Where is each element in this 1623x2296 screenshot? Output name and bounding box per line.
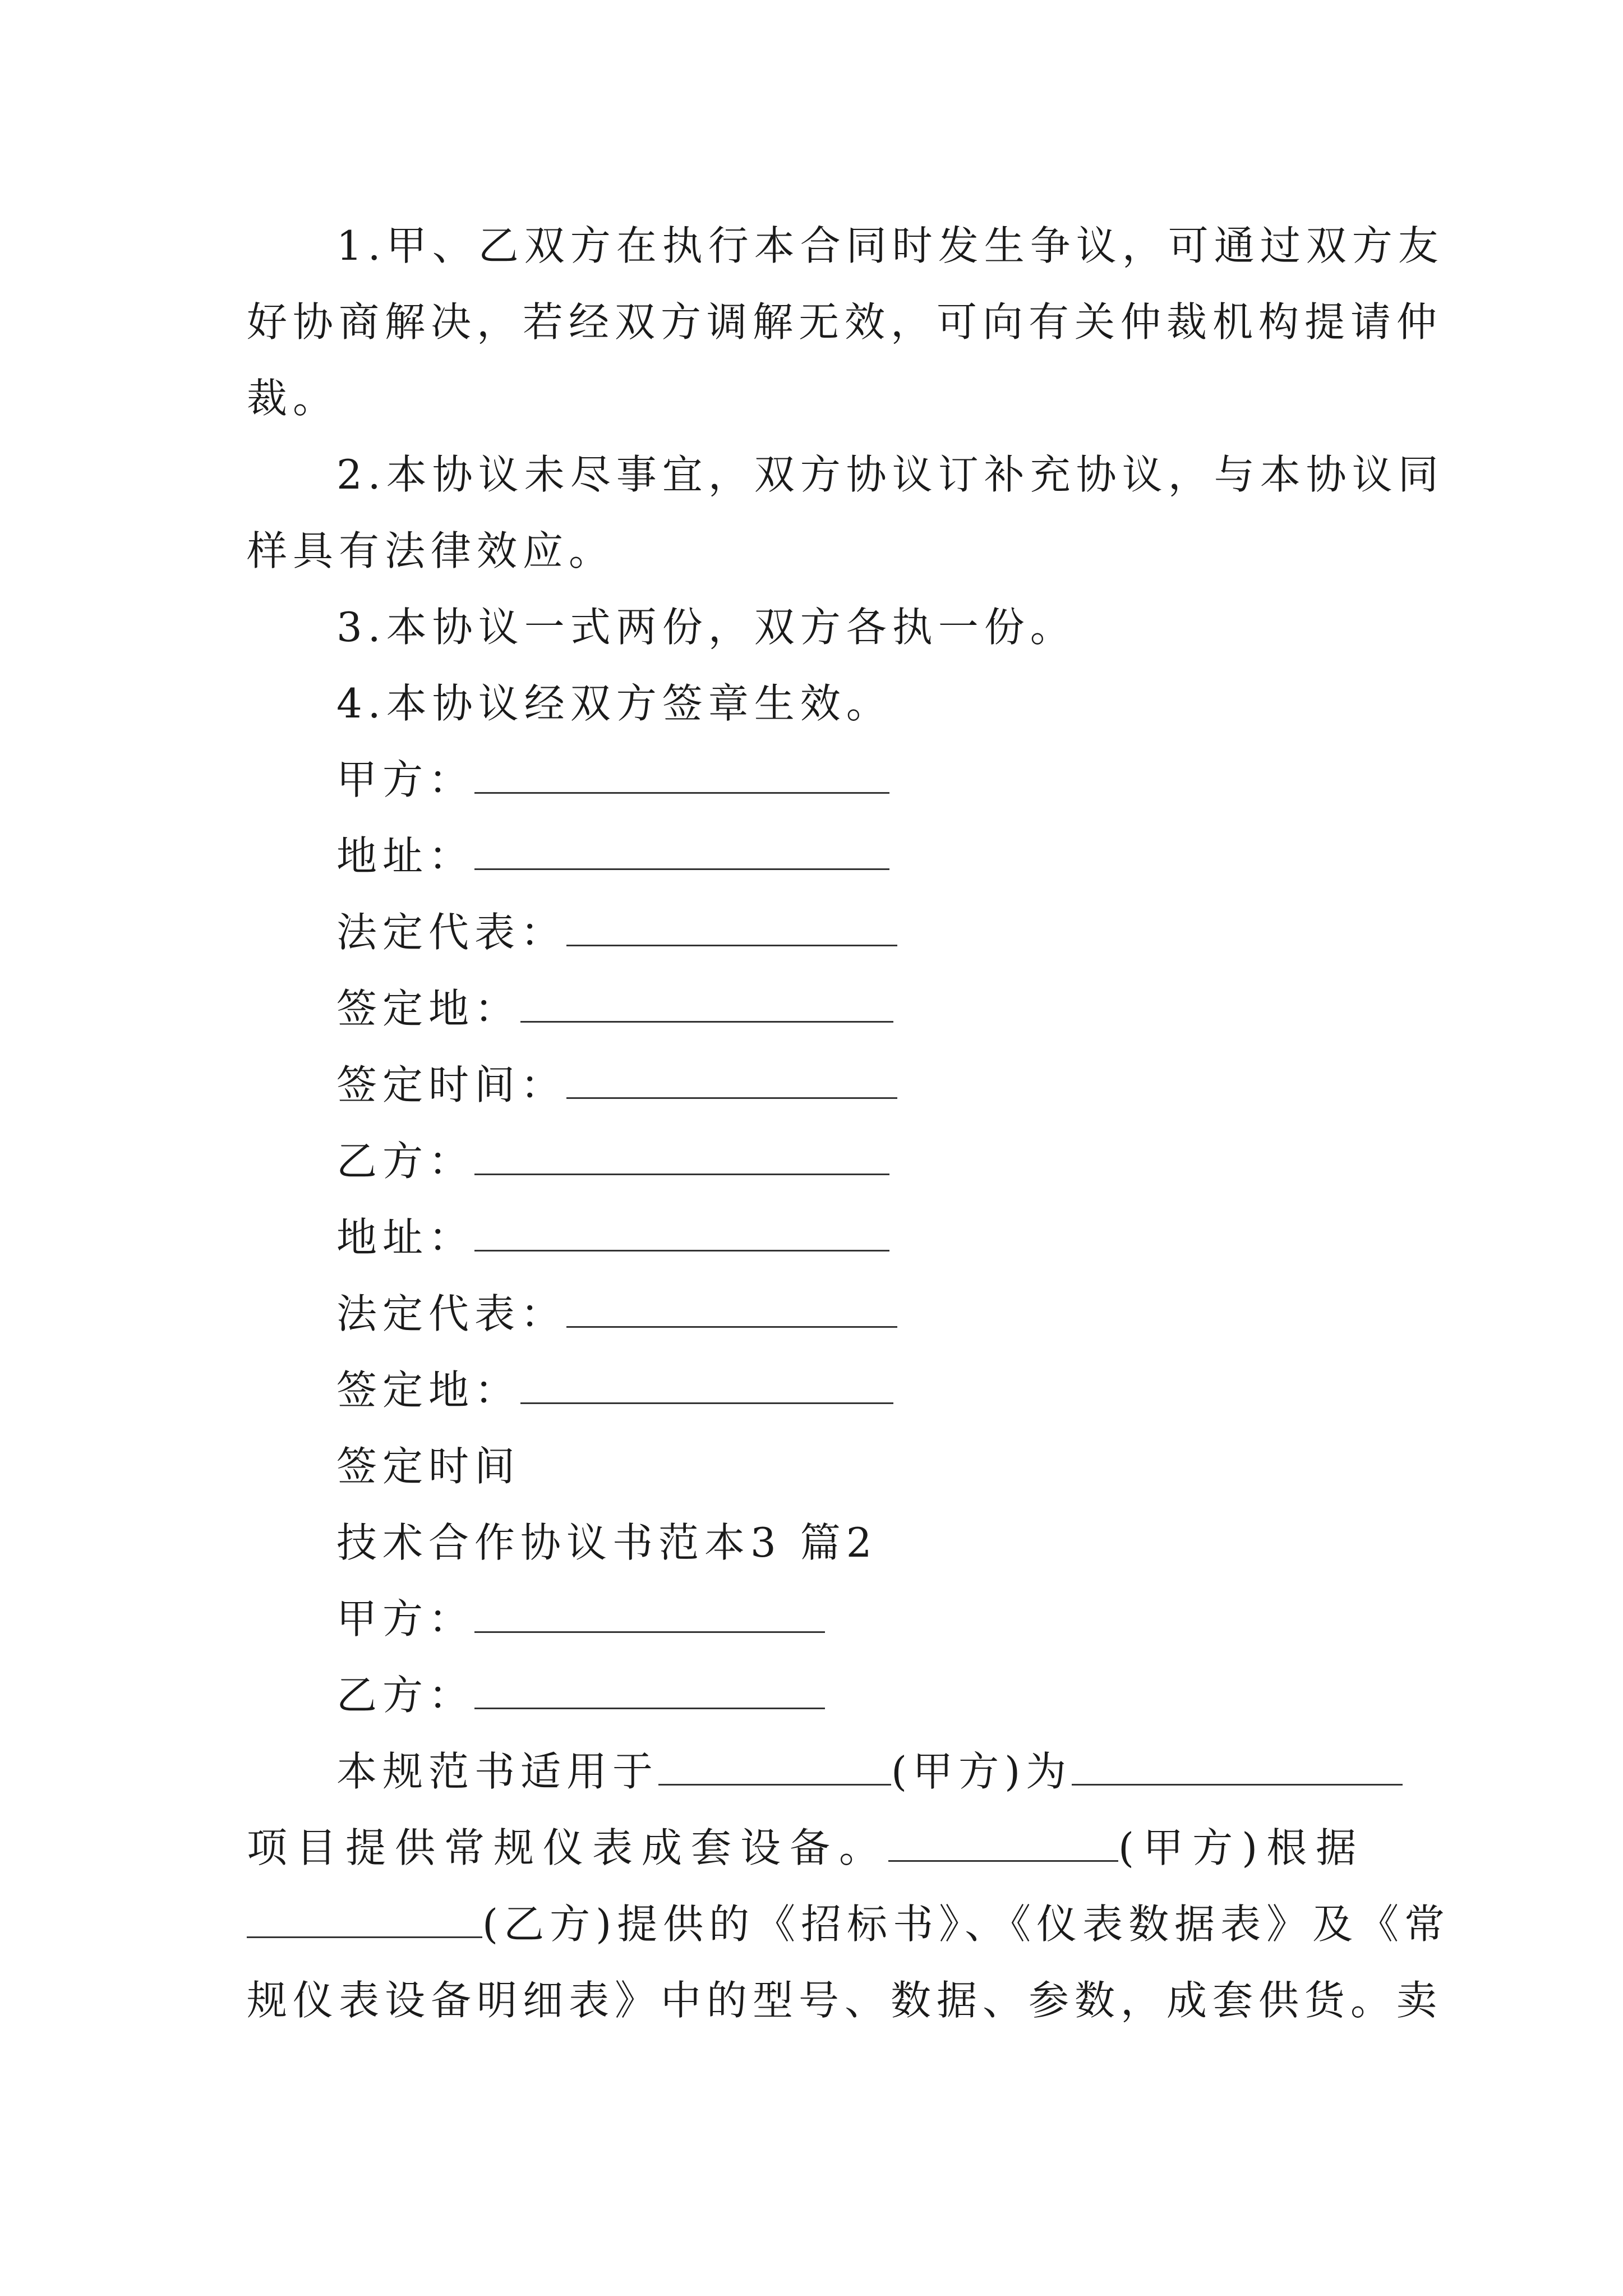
party-b-address-blank[interactable] <box>474 1215 889 1251</box>
section-title: 技术合作协议书范本3 篇2 <box>336 1519 878 1566</box>
section2-paragraph-line-2 <box>247 1810 1391 1886</box>
party-b-place-row <box>336 1352 1481 1428</box>
party-a-representative-row <box>336 894 1481 970</box>
party-a-time-label: 签定时间： <box>336 1061 567 1108</box>
party-b-name-blank[interactable] <box>474 1139 889 1175</box>
clause-2-line-1: 2.本协议未尽事宜，双方协议订补充协议，与本协议同 <box>336 451 1444 498</box>
party-a-name-label: 甲方： <box>336 756 475 803</box>
section2-para-1b: (甲方)为 <box>891 1748 1072 1795</box>
party-a-address-label: 地址： <box>336 832 475 880</box>
section2-para-2a: 项目提供常规仪表成套设备。 <box>247 1824 889 1871</box>
party-b-representative-label: 法定代表： <box>336 1290 567 1337</box>
party-b-place-label: 签定地： <box>336 1366 521 1414</box>
section2-blank-4[interactable] <box>247 1902 482 1938</box>
clause-1-line-1: 1.甲、乙双方在执行本合同时发生争议，可通过双方友 <box>336 222 1444 269</box>
clause-4: 4.本协议经双方签章生效。 <box>336 680 892 727</box>
section2-party-b-label: 乙方： <box>336 1672 475 1719</box>
party-b-name-row <box>336 1123 1481 1199</box>
party-a-place-row <box>336 970 1481 1047</box>
party-a-representative-label: 法定代表： <box>336 909 567 956</box>
section2-party-b-row <box>336 1657 1481 1733</box>
party-a-name-row <box>336 742 1481 818</box>
clause-1-line-2: 好协商解决，若经双方调解无效，可向有关仲裁机构提请仲 <box>247 298 1443 346</box>
clause-1-line-3: 裁。 <box>247 375 339 422</box>
section2-paragraph-line-1 <box>336 1733 1391 1810</box>
party-b-representative-row <box>336 1276 1481 1352</box>
section2-para-3: (乙方)提供的《招标书》、《仪表数据表》及《常 <box>482 1901 1451 1948</box>
party-a-address-blank[interactable] <box>474 834 889 870</box>
section2-party-a-row <box>336 1581 1481 1657</box>
section2-paragraph-line-4: 规仪表设备明细表》中的型号、数据、参数，成套供货。卖 <box>247 1977 1443 2024</box>
section2-party-a-label: 甲方： <box>336 1595 475 1642</box>
section2-blank-2[interactable] <box>1072 1749 1403 1786</box>
party-a-representative-blank[interactable] <box>566 910 897 946</box>
party-a-place-blank[interactable] <box>520 986 893 1023</box>
party-b-representative-blank[interactable] <box>566 1291 897 1328</box>
party-a-time-blank[interactable] <box>566 1062 897 1099</box>
party-a-time-row <box>336 1047 1481 1123</box>
section2-party-a-blank[interactable] <box>474 1596 825 1633</box>
clause-2-line-2: 样具有法律效应。 <box>247 527 615 574</box>
section2-paragraph-line-3 <box>247 1886 1451 1962</box>
party-a-place-label: 签定地： <box>336 985 521 1032</box>
party-b-address-label: 地址： <box>336 1214 475 1261</box>
section2-blank-1[interactable] <box>658 1749 891 1786</box>
section2-blank-3[interactable] <box>888 1825 1118 1862</box>
party-a-address-row <box>336 818 1481 894</box>
party-b-time-label: 签定时间 <box>336 1443 521 1490</box>
party-b-place-blank[interactable] <box>520 1368 893 1404</box>
party-b-address-row <box>336 1199 1481 1276</box>
section2-para-2b: (甲方)根据 <box>1118 1824 1366 1871</box>
party-a-name-blank[interactable] <box>474 757 889 794</box>
party-b-name-label: 乙方： <box>336 1138 475 1185</box>
clause-3: 3.本协议一式两份，双方各执一份。 <box>336 604 1076 651</box>
section2-party-b-blank[interactable] <box>474 1673 825 1709</box>
section2-para-1a: 本规范书适用于 <box>336 1748 659 1795</box>
